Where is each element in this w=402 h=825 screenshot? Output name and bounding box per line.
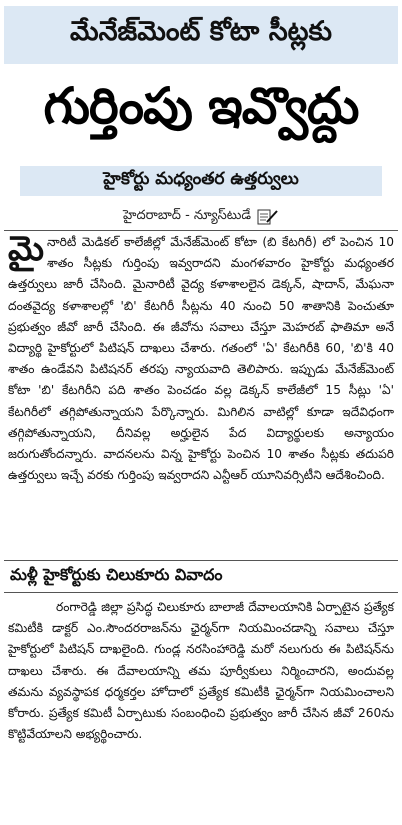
divider [4,592,398,593]
dateline [0,206,402,228]
article-paragraph-1 [8,229,394,486]
paragraph-1-text: నారిటీ మెడికల్‌ కాలేజీల్లో మేనేజ్‌మెంట్‌ కోటా (బి కేటగిరీ) లో పెంచిన 10 శాతం సీట్లకు గుర్తింపు ఇవ్వరాదని మంగళవారం హైకోర్టు మధ్యంతర ఉత్తర్వులు జారీ చేసింది. మైనారిటీ వైద్య కళాశాలలైన డెక్కన్‌, షాదాన్‌, మేఘనా దంతవైద్య కళాశాలల్లో 'బి' కేటగిరీ సీట్లను 40 నుంచి 50 శాతానికి పెంచుతూ ప్రభుత్వం జీవో జారీ చేసింది. ఈ జీవోను సవాలు చేస్తూ మెహరబ్‌ ఫాతిమా అనే విద్యార్థి హైకోర్టులో పిటిషన్‌ దాఖలు చేశారు. గతంలో 'ఏ' కేటగిరీకి 60, 'బి'కి 40 శాతం ఉండేవని పిటిషనర్‌ తరపు న్యాయవాది తెలిపారు. ఇప్పుడు మేనేజ్‌మెంట్‌ కోటా 'బి' కేటగిరీని పది శాతం పెంచడం వల్ల డెక్కన్‌ కాలేజీలో 15 సీట్లు 'ఏ' కేటగిరీలో తగ్గిపోతున్నాయని పేర్కొన్నారు. మిగిలిన వాటిల్లో కూడా ఇదేవిధంగా తగ్గిపోతున్నాయని, దీనివల్ల అర్హులైన పేద విద్యార్థులకు అన్యాయం జరుగుతోందన్నారు. వాదనలను విన్న హైకోర్టు పెంచిన 10 శాతం సీట్లకు తదుపరి ఉత్తర్వులు ఇచ్చే వరకు గుర్తింపు ఇవ్వరాదని ఎన్టీఆర్‌ యూనివర్సిటీని ఆదేశించింది. [8,235,394,483]
subheadline-banner [20,166,382,196]
section-heading-text: మళ్లీ హైకోర్టుకు చిలుకూరు వివాదం [10,564,223,584]
section-heading [10,563,390,589]
kicker-banner [4,6,398,64]
paragraph-2-text: రంగారెడ్డి జిల్లా ప్రసిద్ధ చిలుకూరు బాలాజీ దేవాలయానికి ఏర్పాటైన ప్రత్యేక కమిటీకి డాక్టర్‌ ఎం.సౌందరరాజన్‌ను ఛైర్మన్‌గా నియమించడాన్ని సవాలు చేస్తూ హైకోర్టులో పిటిషన్‌ దాఖలైంది. గుండ్ల నరసింహారెడ్డి మరో నలుగురు ఈ పిటిషన్‌ను దాఖలు చేశారు. ఈ దేవాలయాన్ని తమ పూర్వీకులు నిర్మించారని, అందువల్ల తమను వ్యవస్థాపక ధర్మకర్తల హోదాలో ప్రత్యేక కమిటీకి ఛైర్మన్‌గా నియమించాలని కోరారు. ప్రత్యేక కమిటీ ఏర్పాటుకు సంబంధించి ప్రభుత్వం జారీ చేసిన జీవో 260ను కొట్టివేయాలని అభ్యర్థించారు. [8,600,394,742]
subheadline-text: హైకోర్టు మధ్యంతర ఉత్తర్వులు [103,169,299,189]
article-paragraph-2 [8,597,394,745]
headline [4,70,398,154]
kicker-text: మేనేజ్‌మెంట్‌ కోటా సీట్లకు [70,16,332,47]
pen-icon [257,209,279,225]
drop-cap: మై [8,229,44,269]
headline-text: గుర్తింపు ఇవ్వొద్దు [43,76,359,135]
divider [4,230,398,231]
dateline-text: హైదరాబాద్‌ - న్యూస్‌టుడే [123,208,251,223]
divider [4,560,398,561]
